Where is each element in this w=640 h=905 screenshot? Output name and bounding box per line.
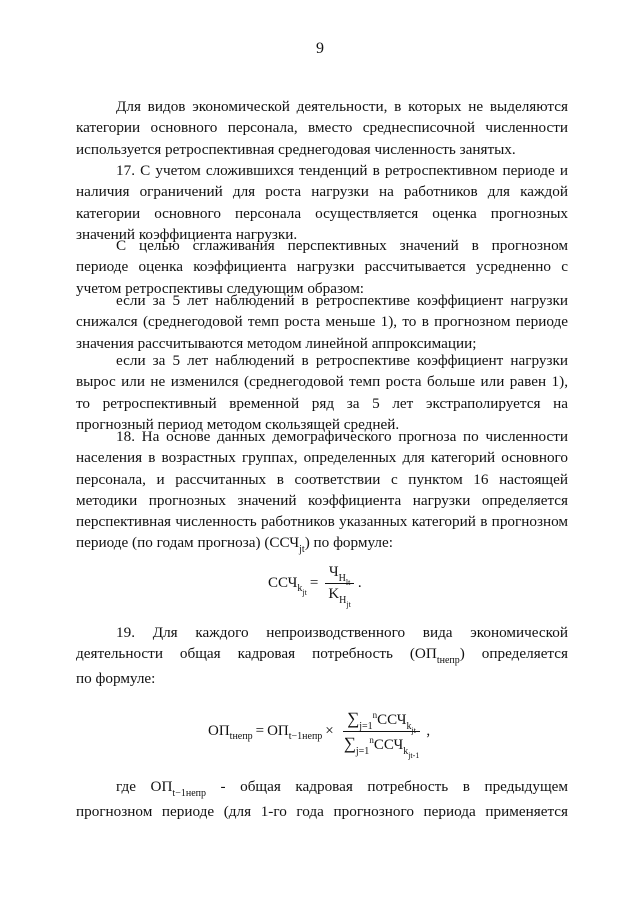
paragraph-increase-case: если за 5 лет наблюдений в ретроспективе коэффициент нагрузки вырос или не изменился (среднегодовой темп роста больше или равен 1), то ретроспективный временной ряд за 5 лет экстраполируется на прогнозный период методом скользящей средней.: [76, 352, 568, 433]
formula-ssch: [268, 564, 362, 609]
paragraph-smoothing: С целью сглаживания перспективных значений в прогнозном периоде оценка коэффициента нагрузки рассчитывается усредненно с учетом ретроспективы следующим образом:: [76, 237, 568, 297]
formula-op: [208, 709, 431, 760]
formula2-denominator: $\sum_{j=1}^nССЧ_{k_{jt-1}}$: [343, 734, 420, 760]
formula1-fraction: [324, 564, 355, 609]
paragraph-18-subscript: jt: [299, 544, 305, 556]
formula1-denominator: $K_{H_{jt}}$: [328, 586, 351, 609]
formula1-numerator: $Ч_{H_{lt}}$: [325, 565, 354, 584]
formula2-numerator: $\sum_{j=1}^nССЧ_{k_{jt}}$: [343, 710, 420, 732]
formula2-rhs-sub: t−1непр: [288, 730, 323, 742]
formula1-lhs: ССЧ: [268, 575, 298, 591]
paragraph-18-text: 18. На основе данных демографического прогноза по численности населения в возрастных группах, определенных для категорий основного персонала, и рассчитанных в соответствии с пунктом 16 настоящей методики прогнозных значений коэффициента нагрузки определяется перспективная численность работников указанных категорий в прогнозном периоде (по годам прогноза) (ССЧ: [76, 428, 568, 552]
paragraph-decrease-case: если за 5 лет наблюдений в ретроспективе коэффициент нагрузки снижался (среднегодовой темп роста меньше 1), то в прогнозном периоде значения рассчитываются методом линейной аппроксимации;: [76, 292, 568, 352]
formula2-fraction: [340, 709, 424, 760]
page-number: 9: [316, 40, 324, 57]
formula1-equals: =: [309, 575, 319, 591]
paragraph-17: 17. С учетом сложившихся тенденций в ретроспективном периоде и наличия ограничений для роста нагрузки на работников для каждой категории основного персонала осуществляется оценка прогнозных значений коэффициента нагрузки.: [76, 162, 568, 243]
paragraph-where-rest: - общая кадровая потребность в предыдущем: [205, 778, 569, 795]
formula2-equals: =: [255, 723, 265, 739]
paragraph-19-end: ) определяется: [459, 645, 568, 663]
paragraph-1: Для видов экономической деятельности, в которых не выделяются категории основного персонала, вместо среднесписочной численности используется ретроспективная среднегодовая численность занятых.: [76, 98, 568, 158]
paragraph-where-symbol: $ОП_{t-1непр}$: [150, 778, 206, 799]
paragraph-where: [76, 776, 568, 799]
paragraph-where-lead: где: [116, 778, 136, 795]
paragraph-18-end: ) по формуле:: [304, 534, 393, 552]
formula2-rhs-op: ОП: [267, 723, 289, 739]
paragraph-19-text: 19. Для каждого непроизводственного вида экономической деятельности общая кадровая потребность (ОП: [76, 624, 568, 663]
formula1-period: .: [357, 575, 362, 591]
formula1-lhs-sub: $k_{jt}$: [297, 582, 307, 597]
formula2-lhs: ОП: [208, 723, 230, 739]
paragraph-continuation: прогнозном периоде (для 1-го года прогнозного периода применяется: [76, 803, 568, 820]
formula2-comma: ,: [426, 723, 431, 739]
formula2-times: ×: [325, 723, 334, 739]
paragraph-19-subscript: tнепр: [436, 655, 460, 667]
paragraph-19-line2: по формуле:: [76, 670, 156, 687]
formula2-lhs-sub: tнепр: [229, 730, 253, 742]
paragraph-19: [76, 622, 568, 667]
paragraph-18: [76, 426, 568, 556]
